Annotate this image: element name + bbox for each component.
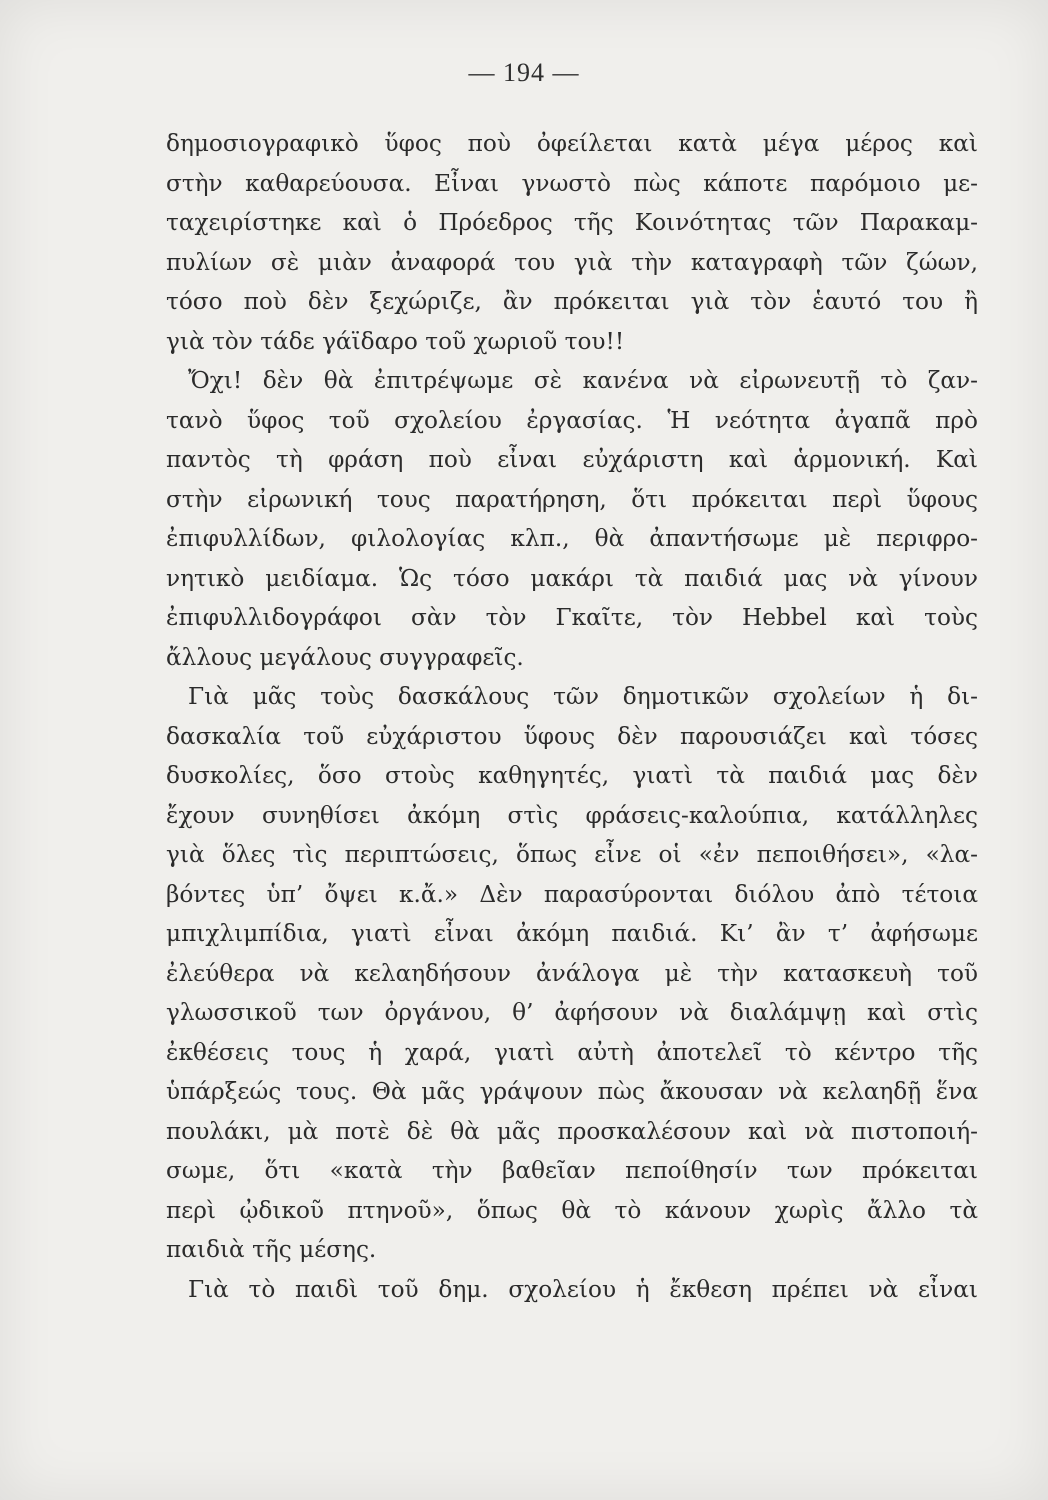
text-line: ἔχουν συνηθίσει ἀκόμη στὶς φράσεις-καλούπια, κατάλληλες bbox=[166, 801, 978, 829]
text-line: δασκαλία τοῦ εὐχάριστου ὕφους δὲν παρουσιάζει καὶ τόσες bbox=[166, 722, 978, 750]
text-line: ἐπιφυλλίδων, φιλολογίας κλπ., θὰ ἀπαντήσωμε μὲ περιφρο- bbox=[166, 525, 978, 552]
text-line: δημοσιογραφικὸ ὕφος ποὺ ὀφείλεται κατὰ μέγα μέρος καὶ bbox=[166, 130, 978, 157]
text-line: ἐλεύθερα νὰ κελαηδήσουν ἀνάλογα μὲ τὴν κατασκευὴ τοῦ bbox=[166, 959, 978, 987]
text-line: τόσο ποὺ δὲν ξεχώριζε, ἂν πρόκειται γιὰ τὸν ἑαυτό του ἢ bbox=[166, 288, 978, 315]
text-line: πουλάκι, μὰ ποτὲ δὲ θὰ μᾶς προσκαλέσουν καὶ νὰ πιστοποιή- bbox=[166, 1117, 978, 1145]
text-line: στὴν καθαρεύουσα. Εἶναι γνωστὸ πὼς κάποτε παρόμοιο με- bbox=[166, 169, 978, 197]
text-line: περὶ ᾠδικοῦ πτηνοῦ», ὅπως θὰ τὸ κάνουν χωρὶς ἄλλο τὰ bbox=[166, 1196, 978, 1224]
text-line: γιὰ ὅλες τὶς περιπτώσεις, ὅπως εἶνε οἱ «ἐν πεποιθήσει», «λα- bbox=[166, 841, 978, 868]
text-line: ἄλλους μεγάλους συγγραφεῖς. bbox=[166, 643, 524, 671]
text-line: παντὸς τὴ φράση ποὺ εἶναι εὐχάριστη καὶ ἁρμονική. Καὶ bbox=[166, 446, 978, 473]
text-line: πυλίων σὲ μιὰν ἀναφορά του γιὰ τὴν καταγραφὴ τῶν ζώων, bbox=[166, 248, 978, 276]
body-text bbox=[166, 124, 978, 1309]
text-line: γιὰ τὸν τάδε γάϊδαρο τοῦ χωριοῦ του!! bbox=[166, 327, 625, 355]
text-line: ἐπιφυλλιδογράφοι σὰν τὸν Γκαῖτε, τὸν Hebbel καὶ τοὺς bbox=[166, 604, 978, 631]
text-line: ὑπάρξεώς τους. Θὰ μᾶς γράψουν πὼς ἄκουσαν νὰ κελαηδῇ ἕνα bbox=[166, 1078, 978, 1105]
text-line: νητικὸ μειδίαμα. Ὡς τόσο μακάρι τὰ παιδιά μας νὰ γίνουν bbox=[166, 564, 978, 592]
text-line: σωμε, ὅτι «κατὰ τὴν βαθεῖαν πεποίθησίν των πρόκειται bbox=[166, 1157, 978, 1184]
text-line: παιδιὰ τῆς μέσης. bbox=[166, 1236, 377, 1263]
text-line: Γιὰ μᾶς τοὺς δασκάλους τῶν δημοτικῶν σχολείων ἡ δι- bbox=[188, 683, 978, 710]
text-line: ἐκθέσεις τους ἡ χαρά, γιατὶ αὐτὴ ἀποτελεῖ τὸ κέντρο τῆς bbox=[166, 1038, 978, 1066]
page-number: — 194 — bbox=[468, 58, 580, 87]
text-line: βόντες ὑπ’ ὄψει κ.ἄ.» Δὲν παρασύρονται διόλου ἀπὸ τέτοια bbox=[166, 880, 978, 908]
text-line: τανὸ ὕφος τοῦ σχολείου ἐργασίας. Ἡ νεότητα ἀγαπᾶ πρὸ bbox=[166, 406, 978, 434]
text-line: μπιχλιμπίδια, γιατὶ εἶναι ἀκόμη παιδιά. Κι’ ἂν τ’ ἀφήσωμε bbox=[166, 920, 978, 947]
text-line: Ὄχι! δὲν θὰ ἐπιτρέψωμε σὲ κανένα νὰ εἰρωνευτῇ τὸ ζαν- bbox=[188, 367, 978, 394]
text-line: δυσκολίες, ὅσο στοὺς καθηγητές, γιατὶ τὰ παιδιά μας δὲν bbox=[166, 762, 978, 789]
text-line: στὴν εἰρωνική τους παρατήρηση, ὅτι πρόκειται περὶ ὕφους bbox=[166, 485, 978, 513]
text-line: ταχειρίστηκε καὶ ὁ Πρόεδρος τῆς Κοινότητας τῶν Παρακαμ- bbox=[166, 209, 978, 236]
text-line: Γιὰ τὸ παιδὶ τοῦ δημ. σχολείου ἡ ἔκθεση πρέπει νὰ εἶναι bbox=[188, 1275, 978, 1303]
text-line: γλωσσικοῦ των ὀργάνου, θ’ ἀφήσουν νὰ διαλάμψῃ καὶ στὶς bbox=[166, 999, 978, 1026]
